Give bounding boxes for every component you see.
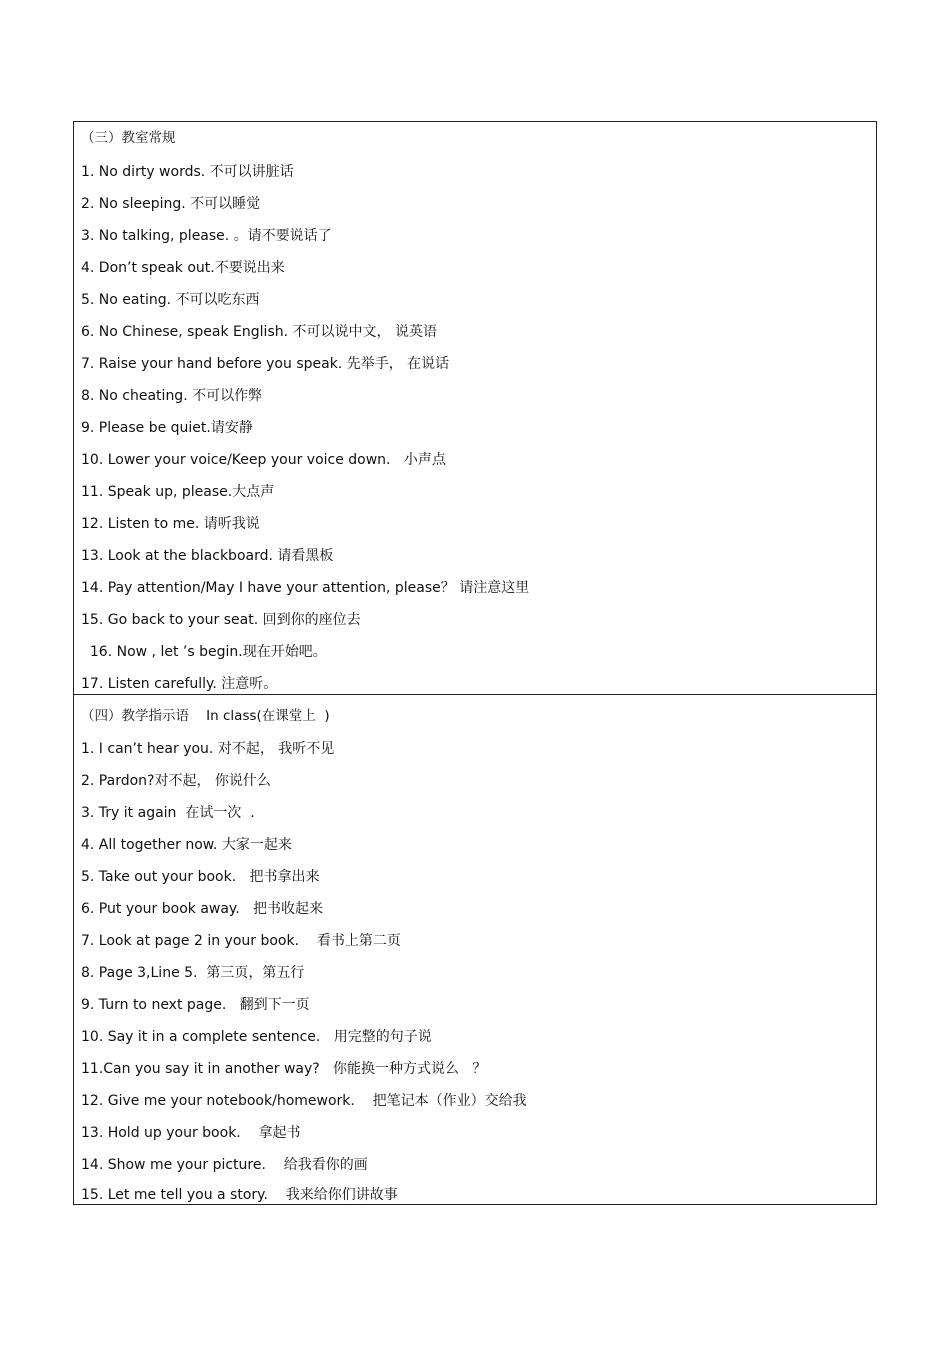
list-item: 4. Don’t speak out.不要说出来 — [81, 260, 285, 276]
list-item: 16. Now , let ’s begin.现在开始吧。 — [81, 644, 327, 660]
list-item: 1. I can’t hear you. 对不起， 我听不见 — [81, 741, 335, 757]
list-item: 1. No dirty words. 不可以讲脏话 — [81, 164, 294, 180]
list-item: 6. No Chinese, speak English. 不可以说中文， 说英语 — [81, 324, 437, 340]
list-item: 10. Say it in a complete sentence. 用完整的句子说 — [81, 1029, 432, 1045]
list-item: 13. Look at the blackboard. 请看黑板 — [81, 548, 334, 564]
teaching-instructions-section — [74, 694, 876, 1204]
section-heading: （四）教学指示语 In class(在课堂上 ) — [81, 708, 330, 724]
list-item: 14. Pay attention/May I have your attention, please？ 请注意这里 — [81, 580, 530, 596]
list-item: 7. Look at page 2 in your book. 看书上第二页 — [81, 933, 401, 949]
list-item: 8. No cheating. 不可以作弊 — [81, 388, 263, 404]
list-item: 2. Pardon?对不起， 你说什么 — [81, 773, 271, 789]
list-item: 10. Lower your voice/Keep your voice down. 小声点 — [81, 452, 446, 468]
list-item: 5. No eating. 不可以吃东西 — [81, 292, 260, 308]
list-item: 7. Raise your hand before you speak. 先举手， 在说话 — [81, 356, 450, 372]
list-item: 3. No talking, please. 。请不要说话了 — [81, 228, 332, 244]
list-item: 15. Go back to your seat. 回到你的座位去 — [81, 612, 361, 628]
classroom-rules-section — [74, 122, 876, 694]
list-item: 12. Listen to me. 请听我说 — [81, 516, 260, 532]
list-item: 9. Please be quiet.请安静 — [81, 420, 253, 436]
list-item: 3. Try it again 在试一次 . — [81, 805, 255, 821]
list-item: 2. No sleeping. 不可以睡觉 — [81, 196, 261, 212]
instruction-table — [73, 121, 877, 1205]
list-item: 9. Turn to next page. 翻到下一页 — [81, 997, 310, 1013]
list-item: 5. Take out your book. 把书拿出来 — [81, 869, 320, 885]
section-heading: （三）教室常规 — [81, 130, 176, 146]
list-item: 15. Let me tell you a story. 我来给你们讲故事 — [81, 1187, 398, 1203]
list-item: 8. Page 3,Line 5. 第三页，第五行 — [81, 965, 305, 981]
list-item: 14. Show me your picture. 给我看你的画 — [81, 1157, 368, 1173]
list-item: 4. All together now. 大家一起来 — [81, 837, 292, 853]
list-item: 6. Put your book away. 把书收起来 — [81, 901, 324, 917]
list-item: 13. Hold up your book. 拿起书 — [81, 1125, 301, 1141]
list-item: 11. Speak up, please.大点声 — [81, 484, 275, 500]
list-item: 12. Give me your notebook/homework. 把笔记本（作业）交给我 — [81, 1093, 527, 1109]
list-item: 11.Can you say it in another way? 你能换一种方式说么 ？ — [81, 1061, 487, 1077]
list-item: 17. Listen carefully. 注意听。 — [81, 676, 278, 692]
